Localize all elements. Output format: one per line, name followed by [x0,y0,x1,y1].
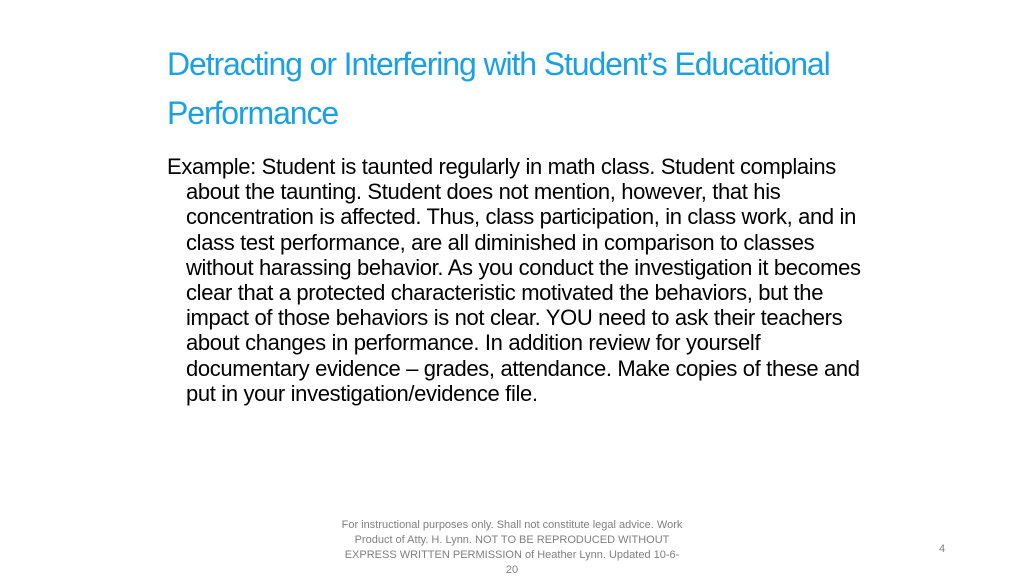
slide-footer-disclaimer: For instructional purposes only. Shall not constitute legal advice. Work Product of Atty. H. Lynn. NOT TO BE REPRODUCED WITHOUT EXPRESS WRITTEN PERMISSION of Heather Lynn. Updated 10-6-20 [341,519,683,576]
slide-title: Detracting or Interfering with Student’s Educational Performance [167,46,830,131]
slide-body-text: Example: Student is taunted regularly in math class. Student complains about the taunting. Student does not mention, however, that his concentration is affected. Thus, class participation, in class work, and in class test performance, are all diminished in comparison to classes without harassing behavior. As you conduct the investigation it becomes clear that a protected characteristic motivated the behaviors, but the impact of those behaviors is not clear. YOU need to ask their teachers about changes in performance. In addition review for yourself documentary evidence – grades, attendance. Make copies of these and put in your investigation/evidence file. [167,154,861,406]
page-number: 4 [938,543,946,555]
